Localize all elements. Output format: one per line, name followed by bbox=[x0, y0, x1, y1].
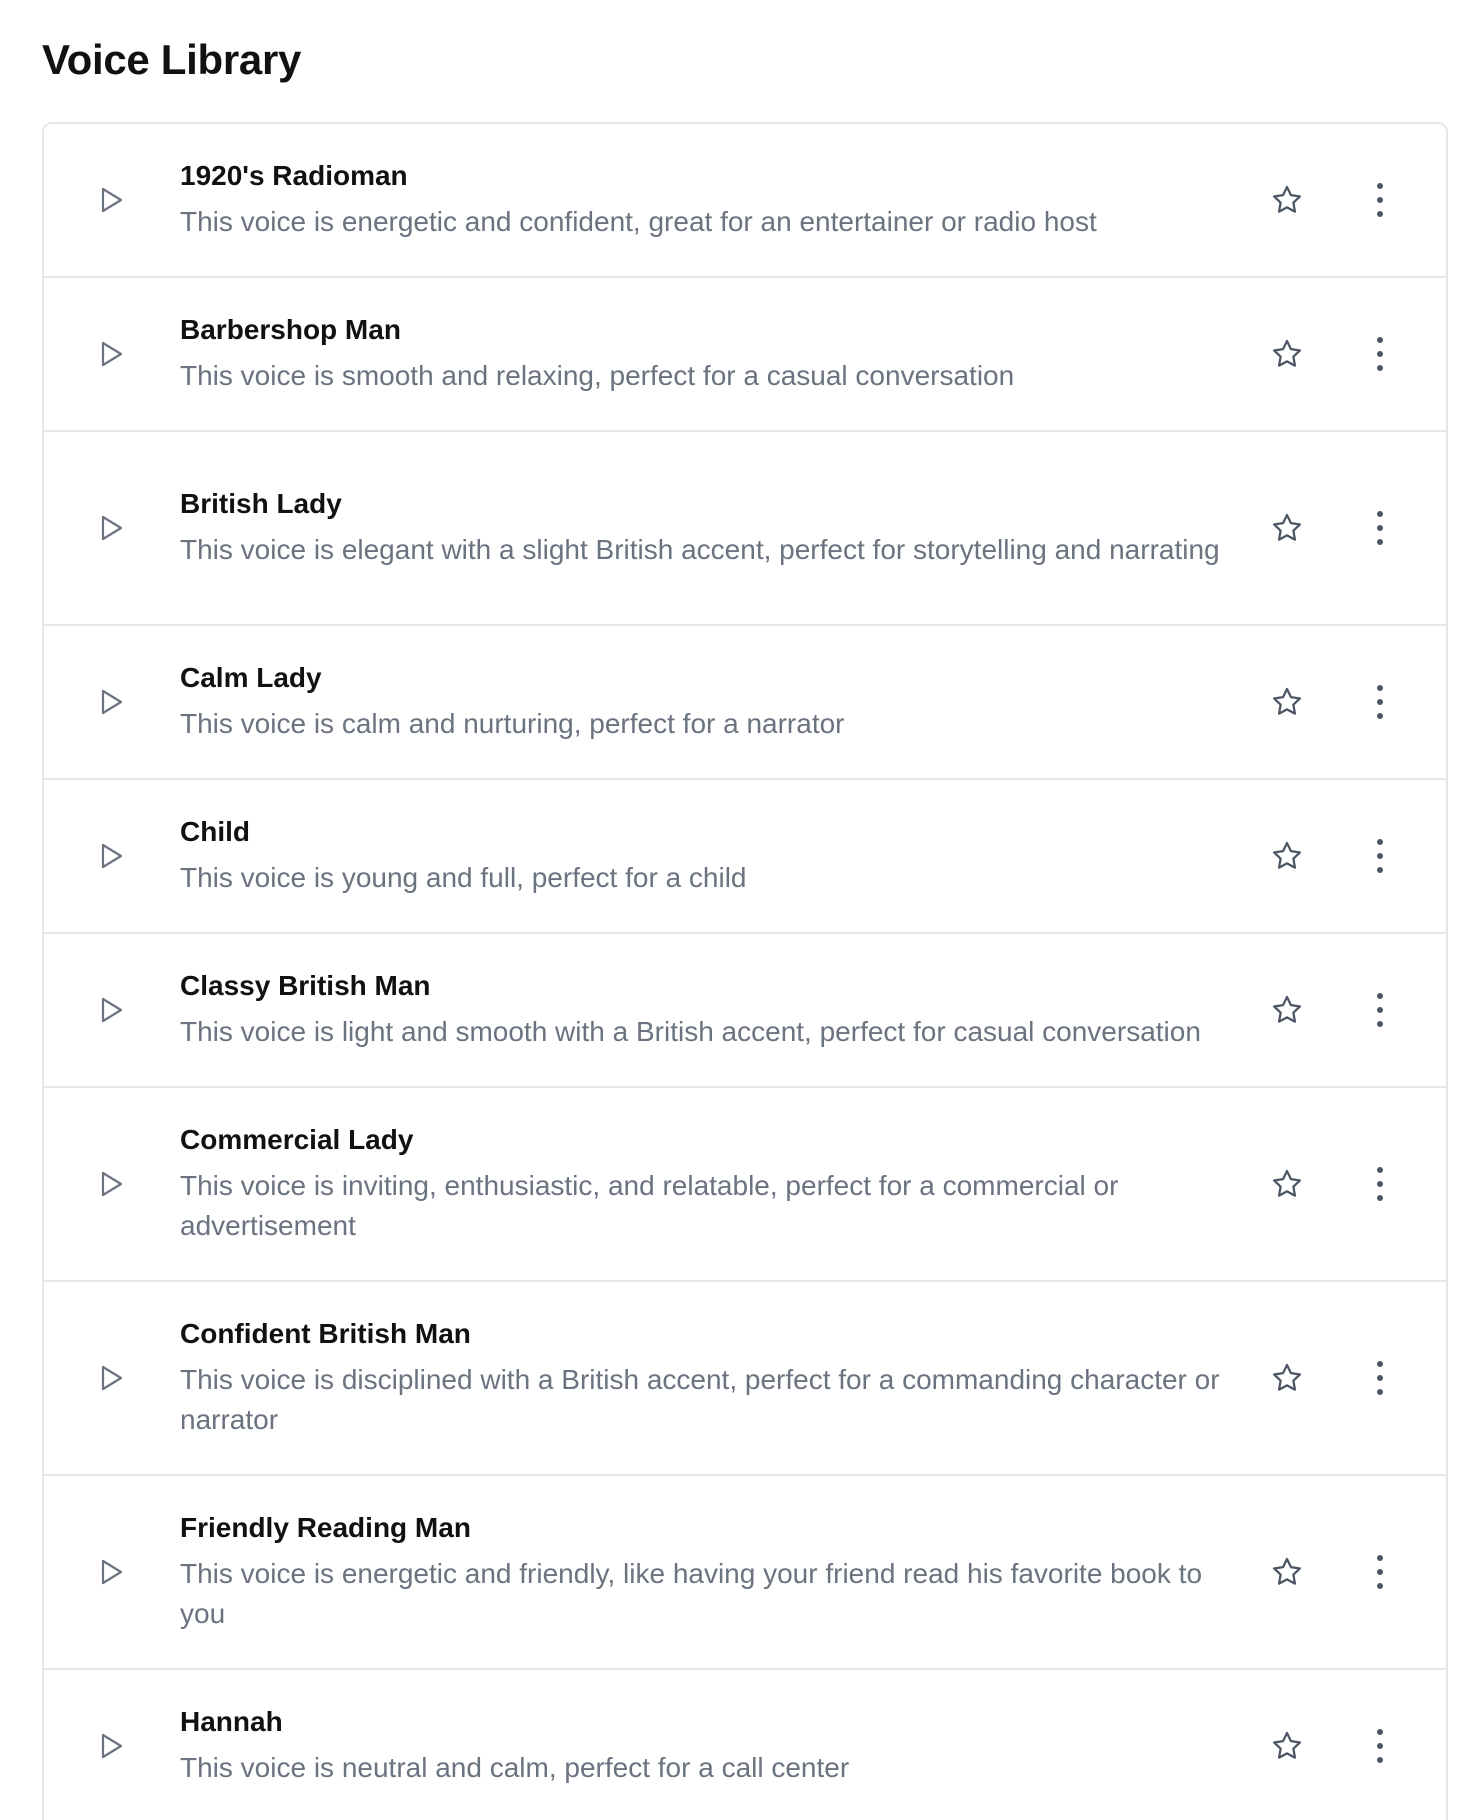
play-icon[interactable] bbox=[100, 1732, 124, 1760]
play-icon[interactable] bbox=[100, 340, 124, 368]
voice-text bbox=[180, 814, 1230, 898]
more-vertical-icon[interactable] bbox=[1370, 1359, 1390, 1397]
play-icon[interactable] bbox=[100, 1558, 124, 1586]
voice-name: Hannah bbox=[180, 1706, 283, 1737]
play-icon[interactable] bbox=[100, 842, 124, 870]
voice-text bbox=[180, 1510, 1230, 1634]
voice-row[interactable] bbox=[44, 780, 1446, 934]
voice-description: This voice is young and full, perfect for a child bbox=[180, 862, 747, 893]
more-vertical-icon[interactable] bbox=[1370, 837, 1390, 875]
voice-description: This voice is light and smooth with a British accent, perfect for casual conversation bbox=[180, 1016, 1201, 1047]
voice-description: This voice is calm and nurturing, perfect for a narrator bbox=[180, 708, 845, 739]
star-icon[interactable] bbox=[1270, 685, 1304, 719]
voice-row[interactable] bbox=[44, 432, 1446, 626]
voice-name: Classy British Man bbox=[180, 970, 431, 1001]
voice-name: 1920's Radioman bbox=[180, 160, 408, 191]
voice-text bbox=[180, 1704, 1230, 1788]
voice-name: Confident British Man bbox=[180, 1318, 471, 1349]
star-icon[interactable] bbox=[1270, 993, 1304, 1027]
star-icon[interactable] bbox=[1270, 1729, 1304, 1763]
voice-text bbox=[180, 486, 1230, 570]
star-icon[interactable] bbox=[1270, 511, 1304, 545]
voice-description: This voice is energetic and confident, great for an entertainer or radio host bbox=[180, 206, 1097, 237]
voice-row[interactable] bbox=[44, 1088, 1446, 1282]
voice-name: Commercial Lady bbox=[180, 1124, 414, 1155]
voice-description: This voice is elegant with a slight British accent, perfect for storytelling and narrating bbox=[180, 534, 1220, 565]
voice-name: Barbershop Man bbox=[180, 314, 401, 345]
voice-name: Calm Lady bbox=[180, 662, 322, 693]
voice-name: British Lady bbox=[180, 488, 342, 519]
voice-description: This voice is inviting, enthusiastic, and relatable, perfect for a commercial or advertisement bbox=[180, 1170, 1119, 1241]
more-vertical-icon[interactable] bbox=[1370, 1553, 1390, 1591]
voice-row[interactable] bbox=[44, 1282, 1446, 1476]
play-icon[interactable] bbox=[100, 1364, 124, 1392]
star-icon[interactable] bbox=[1270, 1555, 1304, 1589]
voice-row[interactable] bbox=[44, 1670, 1446, 1820]
star-icon[interactable] bbox=[1270, 183, 1304, 217]
voice-text bbox=[180, 660, 1230, 744]
play-icon[interactable] bbox=[100, 688, 124, 716]
voice-row[interactable] bbox=[44, 934, 1446, 1088]
voice-description: This voice is energetic and friendly, like having your friend read his favorite book to you bbox=[180, 1558, 1203, 1629]
voice-text bbox=[180, 312, 1230, 396]
voice-text bbox=[180, 1122, 1230, 1246]
more-vertical-icon[interactable] bbox=[1370, 181, 1390, 219]
voice-row[interactable] bbox=[44, 1476, 1446, 1670]
page-title: Voice Library bbox=[42, 36, 302, 83]
star-icon[interactable] bbox=[1270, 1361, 1304, 1395]
more-vertical-icon[interactable] bbox=[1370, 683, 1390, 721]
play-icon[interactable] bbox=[100, 996, 124, 1024]
star-icon[interactable] bbox=[1270, 839, 1304, 873]
play-icon[interactable] bbox=[100, 186, 124, 214]
voice-name: Friendly Reading Man bbox=[180, 1512, 471, 1543]
star-icon[interactable] bbox=[1270, 337, 1304, 371]
voice-text bbox=[180, 968, 1230, 1052]
voice-list bbox=[42, 122, 1448, 1820]
voice-row[interactable] bbox=[44, 124, 1446, 278]
play-icon[interactable] bbox=[100, 514, 124, 542]
voice-text bbox=[180, 1316, 1230, 1440]
more-vertical-icon[interactable] bbox=[1370, 335, 1390, 373]
more-vertical-icon[interactable] bbox=[1370, 509, 1390, 547]
star-icon[interactable] bbox=[1270, 1167, 1304, 1201]
voice-description: This voice is neutral and calm, perfect for a call center bbox=[180, 1752, 850, 1783]
more-vertical-icon[interactable] bbox=[1370, 1727, 1390, 1765]
voice-description: This voice is disciplined with a British accent, perfect for a commanding character or narrator bbox=[180, 1364, 1220, 1435]
play-icon[interactable] bbox=[100, 1170, 124, 1198]
voice-description: This voice is smooth and relaxing, perfect for a casual conversation bbox=[180, 360, 1015, 391]
more-vertical-icon[interactable] bbox=[1370, 1165, 1390, 1203]
voice-row[interactable] bbox=[44, 278, 1446, 432]
voice-row[interactable] bbox=[44, 626, 1446, 780]
voice-text bbox=[180, 158, 1230, 242]
voice-name: Child bbox=[180, 816, 250, 847]
more-vertical-icon[interactable] bbox=[1370, 991, 1390, 1029]
